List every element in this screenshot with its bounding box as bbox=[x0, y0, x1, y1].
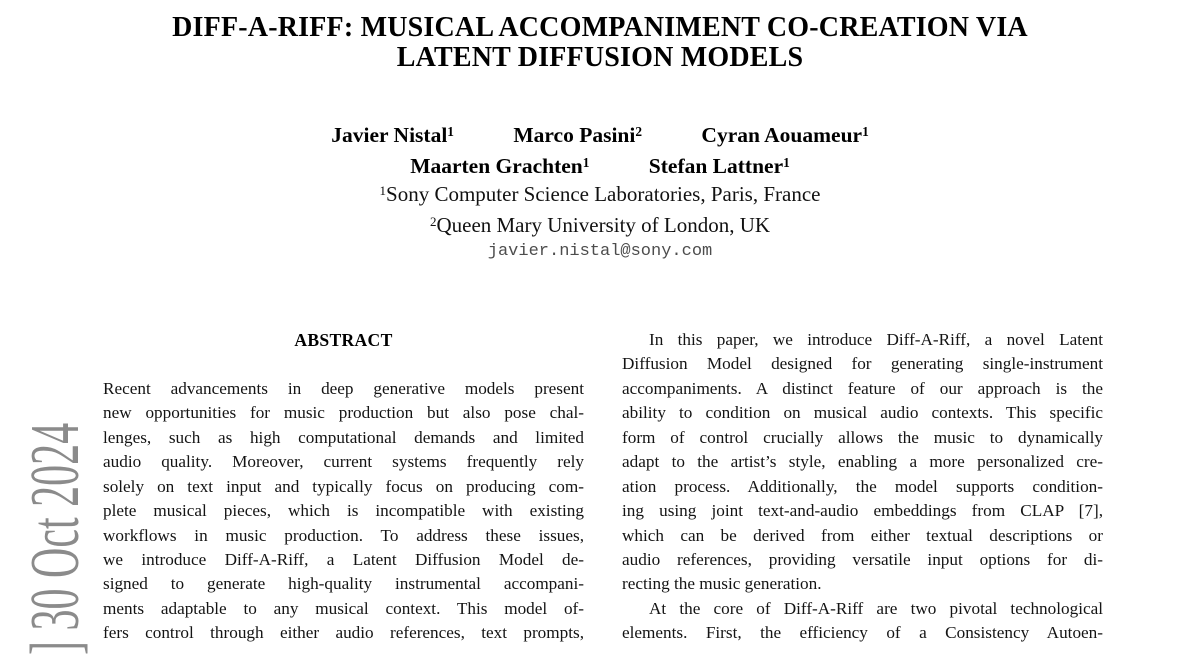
abstract-line: workflows in music production. To address these issues, bbox=[103, 525, 584, 545]
abstract-line: plete musical pieces, which is incompatible with existing bbox=[103, 501, 584, 521]
affiliation-superscript: 2 bbox=[429, 214, 437, 230]
author-affiliation-superscript: 1 bbox=[862, 124, 869, 140]
abstract-line: ments adaptable to any musical context. This model of- bbox=[103, 598, 584, 618]
author-affiliation-superscript: 1 bbox=[447, 124, 454, 140]
affiliation-text: Sony Computer Science Laboratories, Paris, France bbox=[386, 182, 821, 206]
intro-line: Diffusion Model designed for generating single-instrument bbox=[622, 354, 1103, 374]
affiliation-block bbox=[0, 180, 1200, 242]
abstract-line: fers control through either audio references, text prompts, bbox=[103, 623, 584, 643]
intro-line: audio references, providing versatile input options for di- bbox=[622, 549, 1103, 569]
abstract-column bbox=[103, 328, 584, 646]
abstract-line: audio quality. Moreover, current systems frequently rely bbox=[103, 452, 584, 472]
intro-line: recting the music generation. bbox=[622, 574, 822, 594]
intro-line: which can be derived from either textual descriptions or bbox=[622, 525, 1103, 545]
intro-line: In this paper, we introduce Diff-A-Riff, a novel Latent bbox=[649, 330, 1103, 349]
intro-line: form of control crucially allows the music to dynamically bbox=[622, 427, 1103, 447]
watermark-date: 30 Oct 2024 bbox=[17, 422, 94, 631]
abstract-line: we introduce Diff-A-Riff, a Latent Diffusion Model de- bbox=[103, 549, 584, 569]
author-name: Stefan Lattner bbox=[648, 154, 784, 178]
author-name: Maarten Grachten bbox=[410, 154, 583, 178]
intro-line: At the core of Diff-A-Riff are two pivotal technological bbox=[649, 598, 1103, 618]
author-affiliation-superscript: 1 bbox=[582, 155, 590, 171]
abstract-line: signed to generate high-quality instrumental accompani- bbox=[103, 574, 584, 594]
contact-email: javier.nistal@sony.com bbox=[487, 242, 713, 261]
affiliation-text: Queen Mary University of London, UK bbox=[436, 213, 771, 237]
author-stefan-lattner bbox=[649, 154, 790, 178]
abstract-line: solely on text input and typically focus on producing com- bbox=[103, 476, 584, 496]
intro-line: accompaniments. A distinct feature of our approach is the bbox=[622, 378, 1103, 398]
author-javier-nistal bbox=[331, 123, 454, 147]
intro-line: ing using joint text-and-audio embeddings from CLAP [7], bbox=[622, 501, 1103, 521]
intro-line: elements. First, the efficiency of a Consistency Autoen- bbox=[622, 623, 1103, 643]
intro-line: ability to condition on musical audio contexts. This specific bbox=[622, 403, 1103, 423]
watermark-clipped-bracket-glyph: ] bbox=[17, 641, 94, 655]
introduction-column bbox=[622, 328, 1103, 646]
abstract-line: Recent advancements in deep generative models present bbox=[103, 378, 584, 398]
author-row-1 bbox=[0, 121, 1200, 152]
author-block bbox=[0, 121, 1200, 183]
intro-line: ation process. Additionally, the model supports condition- bbox=[622, 476, 1103, 496]
author-affiliation-superscript: 2 bbox=[635, 124, 643, 140]
affiliation-superscript: 1 bbox=[379, 183, 387, 199]
author-maarten-grachten bbox=[410, 154, 589, 178]
author-name: Javier Nistal bbox=[331, 123, 448, 147]
abstract-line: lenges, such as high computational demands and limited bbox=[103, 427, 584, 447]
paper-title-line-2: LATENT DIFFUSION MODELS bbox=[396, 42, 804, 73]
paper-title bbox=[0, 13, 1200, 73]
author-affiliation-superscript: 1 bbox=[783, 155, 790, 171]
affiliation-line-2 bbox=[0, 211, 1200, 242]
author-row-2 bbox=[0, 152, 1200, 183]
paper-title-line-1: DIFF-A-RIFF: MUSICAL ACCOMPANIMENT CO-CREATION VIA bbox=[172, 12, 1028, 43]
affiliation-line-1 bbox=[0, 180, 1200, 211]
abstract-line: new opportunities for music production but also pose chal- bbox=[103, 403, 584, 423]
intro-line: adapt to the artist’s style, enabling a more personalized cre- bbox=[622, 452, 1103, 472]
author-name: Cyran Aouameur bbox=[701, 123, 863, 147]
author-name: Marco Pasini bbox=[513, 123, 636, 147]
author-marco-pasini bbox=[513, 123, 642, 147]
author-cyran-aouameur bbox=[701, 123, 868, 147]
abstract-heading: ABSTRACT bbox=[294, 330, 393, 350]
arxiv-watermark bbox=[17, 422, 94, 655]
